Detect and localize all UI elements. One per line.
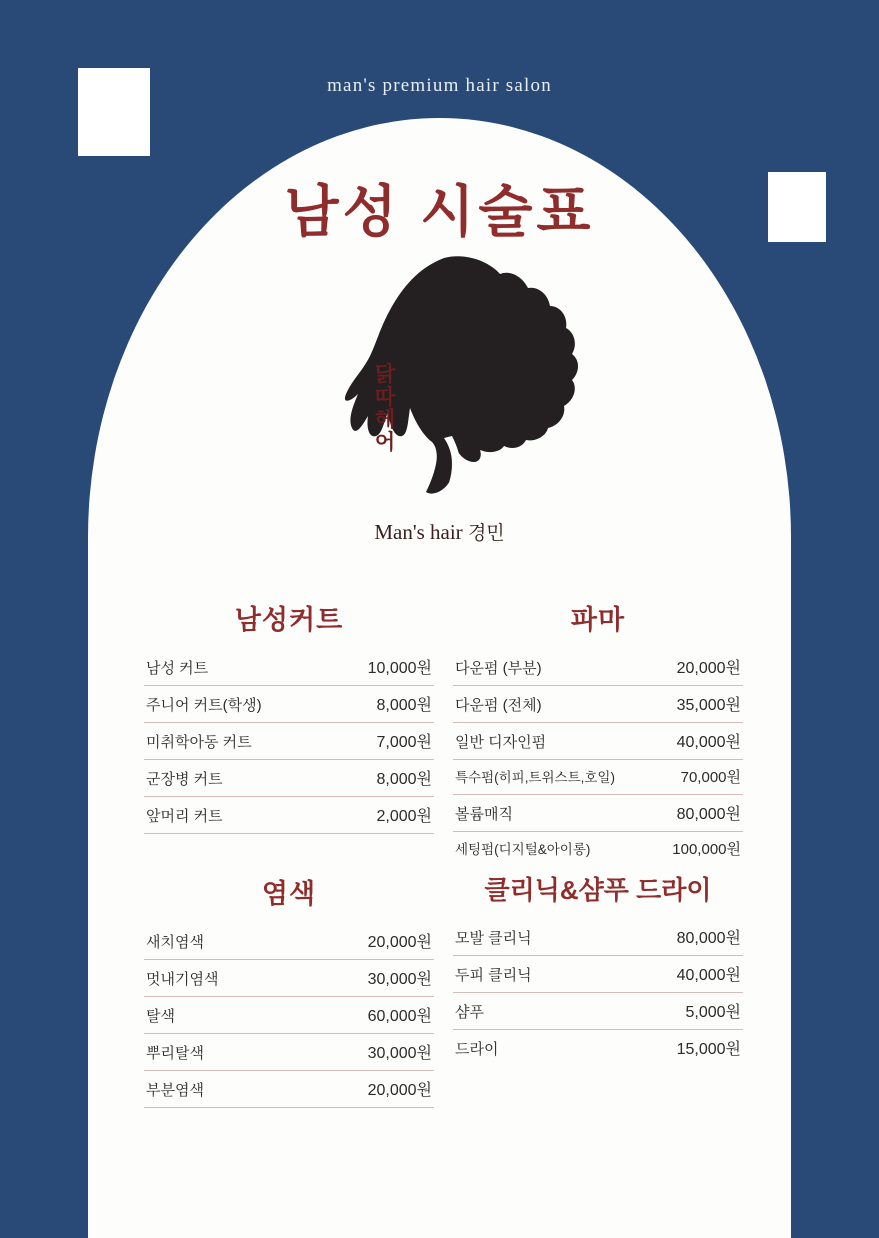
item-price: 20,000원 (676, 660, 741, 677)
item-price: 5,000원 (685, 1004, 741, 1021)
item-price: 2,000원 (376, 808, 432, 825)
item-name: 주니어 커트(학생) (146, 697, 262, 714)
price-row (453, 723, 743, 760)
price-row (453, 760, 743, 795)
item-price: 20,000원 (367, 1082, 432, 1099)
price-columns (0, 598, 879, 1158)
item-name: 샴푸 (455, 1004, 484, 1021)
item-price: 15,000원 (676, 1041, 741, 1058)
item-name: 군장병 커트 (146, 771, 223, 788)
item-name: 모발 클리닉 (455, 930, 532, 947)
price-row (453, 649, 743, 686)
item-price: 60,000원 (367, 1008, 432, 1025)
poster-tagline: man's premium hair salon (327, 75, 552, 96)
price-row (453, 686, 743, 723)
section-list-perm (453, 649, 743, 866)
item-price: 40,000원 (676, 734, 741, 751)
item-price: 35,000원 (676, 697, 741, 714)
item-name: 탈색 (146, 1008, 175, 1025)
item-name: 남성 커트 (146, 660, 209, 677)
item-name: 새치염색 (146, 934, 204, 951)
price-row (144, 1071, 434, 1108)
price-row (453, 919, 743, 956)
section-spacer (144, 834, 434, 872)
column-right (453, 598, 743, 1066)
item-name: 앞머리 커트 (146, 808, 223, 825)
section-title-coloring: 염색 (261, 879, 317, 909)
item-price: 30,000원 (367, 971, 432, 988)
item-price: 80,000원 (676, 930, 741, 947)
item-name: 특수펌(히피,트위스트,호일) (455, 770, 615, 785)
salon-logo (0, 252, 879, 552)
item-price: 30,000원 (367, 1045, 432, 1062)
section-title-mens-cut: 남성커트 (234, 605, 344, 635)
section-title-perm: 파마 (570, 605, 626, 635)
page-title: 남성 시술표 (284, 180, 595, 243)
section-list-mens-cut (144, 649, 434, 834)
logo-subtitle-en: Man's hair (374, 520, 468, 544)
sparkle-icon (78, 68, 150, 156)
logo-vertical-text: 닭따헤어 (374, 363, 396, 455)
item-name: 미취학아동 커트 (146, 734, 252, 751)
item-name: 볼륨매직 (455, 806, 513, 823)
price-row (144, 997, 434, 1034)
item-price: 8,000원 (376, 697, 432, 714)
item-price: 7,000원 (376, 734, 432, 751)
item-price: 70,000원 (680, 769, 741, 786)
item-name: 두피 클리닉 (455, 967, 532, 984)
logo-subtitle-kr: 경민 (467, 523, 505, 544)
price-row (453, 832, 743, 866)
price-row (144, 923, 434, 960)
price-row (453, 956, 743, 993)
price-row (453, 1030, 743, 1066)
price-row (144, 649, 434, 686)
price-row (144, 1034, 434, 1071)
section-list-clinic (453, 919, 743, 1066)
item-name: 멋내기염색 (146, 971, 219, 988)
item-name: 부분염색 (146, 1082, 204, 1099)
price-row (144, 723, 434, 760)
column-left (144, 598, 434, 1108)
item-price: 100,000원 (672, 841, 741, 858)
item-price: 80,000원 (676, 806, 741, 823)
item-name: 다운펌 (전체) (455, 697, 542, 714)
section-title-clinic: 클리닉&샴푸 드라이 (484, 875, 712, 905)
item-price: 10,000원 (367, 660, 432, 677)
price-row (144, 760, 434, 797)
price-row (453, 795, 743, 832)
item-name: 세팅펌(디지털&아이롱) (455, 842, 591, 857)
item-name: 일반 디자인펌 (455, 734, 547, 751)
item-name: 다운펌 (부분) (455, 660, 542, 677)
price-row (144, 686, 434, 723)
item-price: 8,000원 (376, 771, 432, 788)
price-row (144, 960, 434, 997)
item-price: 20,000원 (367, 934, 432, 951)
item-name: 뿌리탈색 (146, 1045, 204, 1062)
item-name: 드라이 (455, 1041, 499, 1058)
section-list-coloring (144, 923, 434, 1108)
logo-subtitle (0, 518, 879, 545)
price-row (453, 993, 743, 1030)
price-row (144, 797, 434, 834)
item-price: 40,000원 (676, 967, 741, 984)
